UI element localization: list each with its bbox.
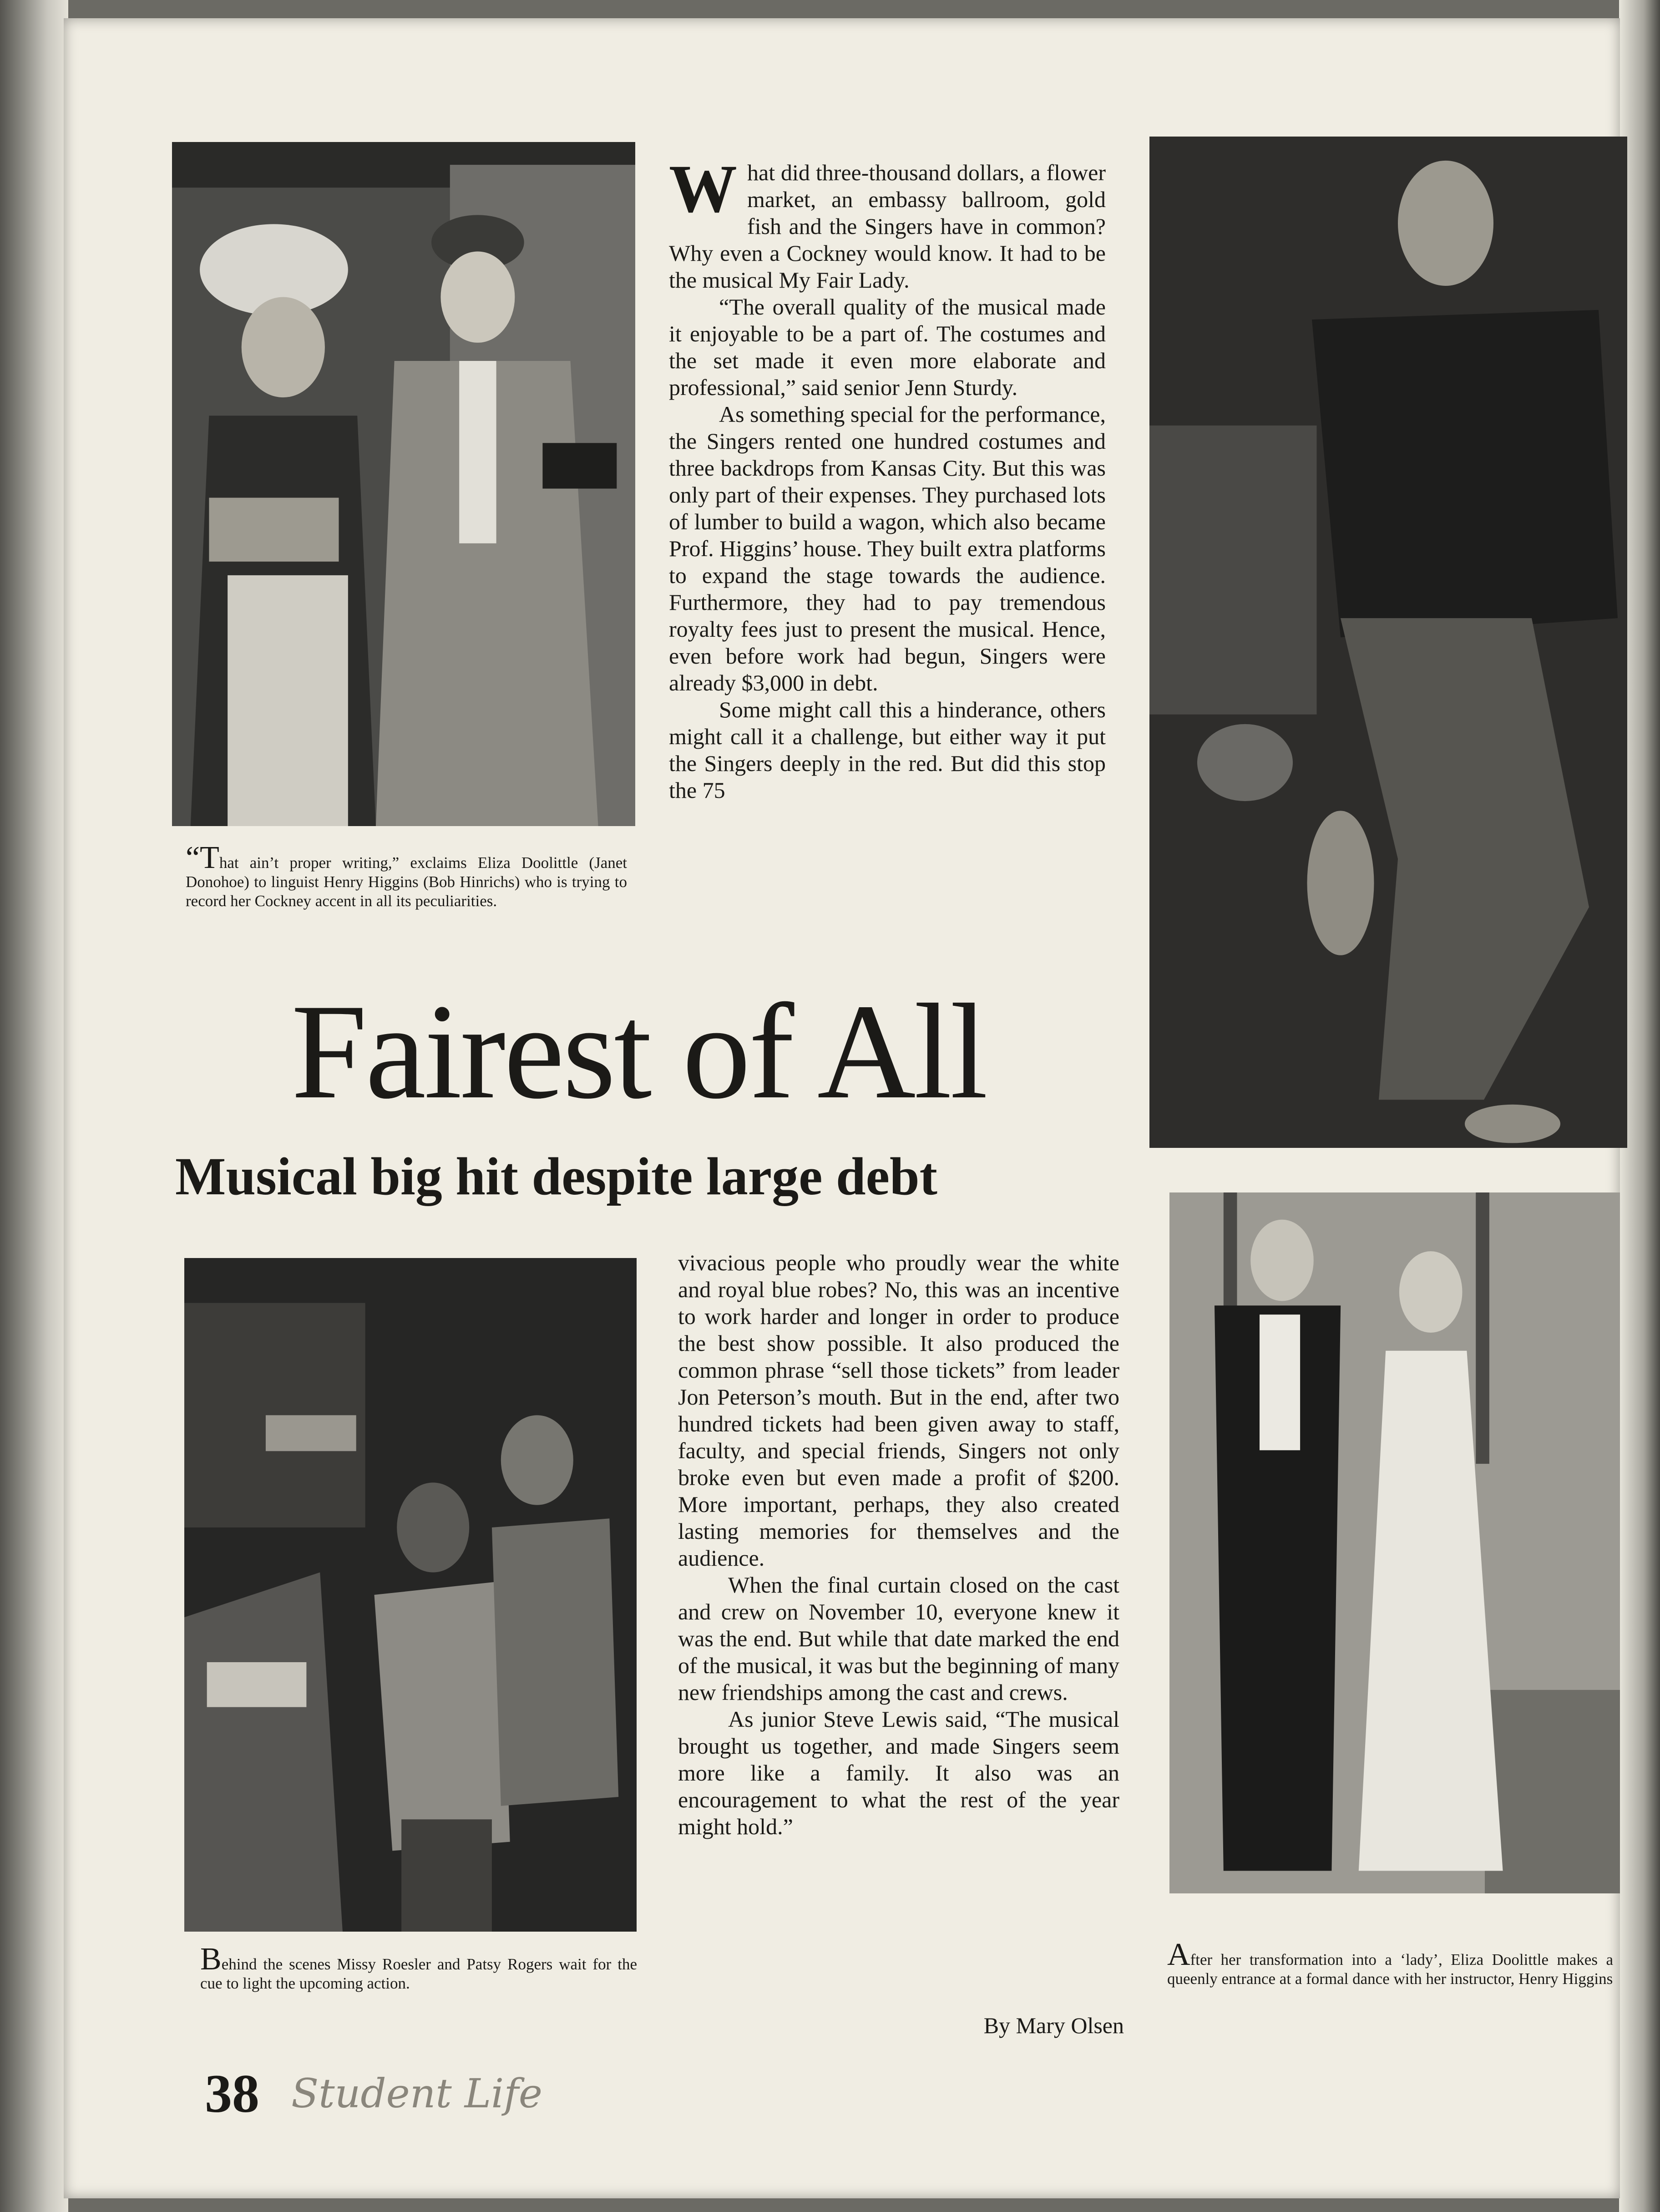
article-paragraph-6: When the final curtain closed on the cast and crew on November 10, everyone knew it was the end. But while that date marked the end of the musical, it was but the beginning of many new friendships among the cast and crews.	[678, 1572, 1119, 1705]
caption-behind-the-scenes: Behind the scenes Missy Roesler and Patsy Rogers wait for the cue to light the upcoming action.	[200, 1942, 637, 1992]
article-paragraph-5: vivacious people who proudly wear the white and royal blue robes? No, this was an incentive to work harder and longer in order to produce the best show possible. It also produced the common phrase “sell those tickets” from leader Jon Peterson’s mouth. But in the end, after two hundred tickets had been given away to staff, faculty, and special friends, Singers not only broke even but even made a profit of $200. More important, perhaps, they also created lasting memories for themselves and the audience.	[678, 1250, 1119, 1571]
caption-initial: “T	[186, 840, 219, 875]
byline: By Mary Olsen	[983, 2013, 1124, 2038]
article-paragraph-3: As something special for the performance, the Singers rented one hundred costumes and three backdrops from Kansas City. But this was only part of their expenses. They purchased lots of lumber to build a wagon, which also became Prof. Higgins’ house. They built extra platforms to expand the stage towards the audience. Furthermore, they had to pay tremendous royalty fees just to present the musical. Hence, even before work had begun, Singers were already $3,000 in debt.	[669, 401, 1106, 695]
photo-higgins-stage-kick	[1149, 137, 1627, 1148]
article-paragraph-4: Some might call this a hinderance, others might call it a challenge, but either way it put the Singers deeply in the red. But did this stop the 75	[669, 697, 1106, 803]
drop-cap: W	[669, 151, 737, 227]
article-paragraph-7: As junior Steve Lewis said, “The musical brought us together, and made Singers seem more like a family. It also was an encouragement to what the rest of the year might hold.”	[678, 1706, 1119, 1839]
article-paragraph-2: “The overall quality of the musical made it enjoyable to be a part of. The costumes and the set made it even more elaborate and professional,” said senior Jenn Sturdy.	[669, 294, 1106, 400]
caption-eliza-and-higgins: “That ain’t proper writing,” exclaims Eliza Doolittle (Janet Donohoe) to linguist Henry Higgins (Bob Hinrichs) who is trying to record her Cockney accent in all its peculiarities.	[186, 840, 627, 910]
caption-initial: A	[1167, 1937, 1190, 1972]
photo-behind-the-scenes	[184, 1258, 637, 1932]
page-number: 38	[205, 2063, 259, 2124]
article-column-1	[669, 151, 1106, 804]
caption-formal-dance: After her transformation into a ‘lady’, Eliza Doolittle makes a queenly entrance at a formal dance with her instructor, Henry Higgins	[1167, 1937, 1613, 1988]
caption-initial: B	[200, 1942, 222, 1977]
article-subtitle: Musical big hit despite large debt	[175, 1147, 937, 1206]
article-title: Fairest of All	[291, 976, 987, 1127]
photo-eliza-and-higgins	[172, 142, 635, 826]
article-paragraph-1: What did three-thousand dollars, a flower market, an embassy ballroom, gold fish and the Singers have in common? Why even a Cockney would know. It had to be the musical My Fair Lady.	[669, 151, 1106, 293]
photo-formal-dance-entrance	[1169, 1192, 1620, 1893]
section-name-handwritten: Student Life	[291, 2070, 542, 2117]
binder-edge	[0, 0, 68, 2212]
article-column-2	[678, 1249, 1119, 1840]
